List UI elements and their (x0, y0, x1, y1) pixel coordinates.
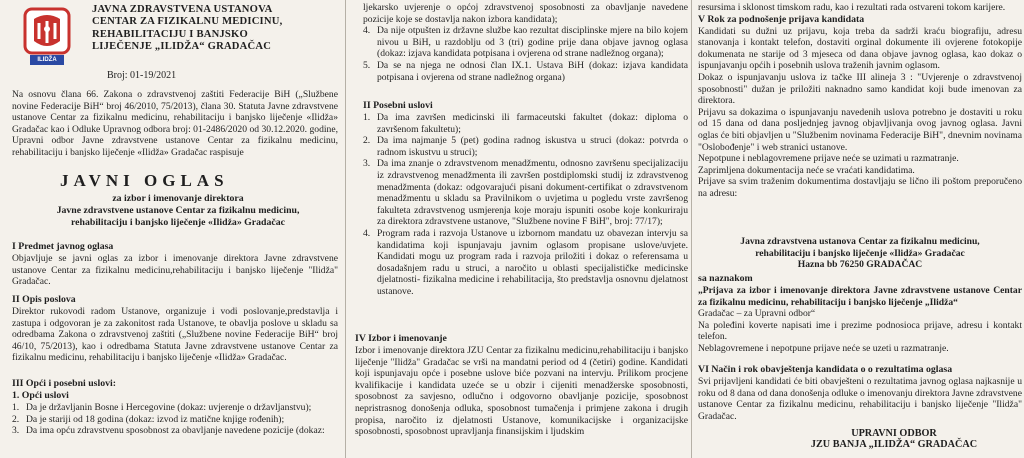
section-5 (698, 2, 1022, 200)
intro-paragraph: Na osnovu člana 66. Zakona o zdravstvenoj zaštiti Federacije BiH („Službene novine Federacije BiH“ broj 46/2010, 75/2013), člana 30. Statuta Javne zdravstvene ustanove Centar za fizikalnu medicinu, rehabilitaciju i banjsko liječenje «Ilidža» Gradačac kao i Odluke Upravnog odbora broj: 01-2486/2020 od 30.12.2020. godine, Upravni odbor Javne zdravstvene ustanove Centar za fizikalnu medicinu, rehabilitaciju i banjsko liječenje «Ilidža» Gradačac raspisuje (12, 89, 338, 158)
list-item: 2. Da je stariji od 18 godina (dokaz: izvod iz matične knjige rođenih); (12, 413, 285, 425)
section-4 (355, 333, 688, 438)
section-heading: II Opis poslova (12, 294, 76, 305)
signature-line: UPRAVNI ODBOR (851, 428, 937, 439)
institution-name (92, 4, 332, 54)
column-2 (349, 0, 690, 458)
document-number: Broj: 01-19/2021 (107, 70, 177, 81)
address-line: Javna zdravstvena ustanova Centar za fizikalnu medicinu, (740, 236, 980, 247)
institution-line: REHABILITACIJU I BANJSKO (92, 28, 248, 40)
section-1 (12, 241, 338, 288)
naznaka-label: sa naznakom (698, 273, 753, 284)
column-3 (694, 0, 1024, 458)
column-1 (0, 0, 341, 458)
section-text: Prijavu sa dokazima o ispunjavanju navedenih uslova potrebno je dostaviti u roku od 15 dana od dana posljednjeg javnog objavljivanja ovog javnog oglasa. Javni oglas će biti objavljen u "Službenim novinama Federacije BiH", dnevnim novinama "Oslobođenje" i web stranici ustanove. (698, 106, 1022, 153)
address-block (698, 236, 1022, 271)
section-text: Dokaz o ispunjavanju uslova iz tačke III alineja 3 : "Uvjerenje o zdravstvenoj sposobnosti" dužan je priložiti naknadno samo kandidat koji bude imenovan za direktora. (698, 71, 1022, 107)
section-heading: IV Izbor i imenovanje (355, 333, 447, 344)
section-text: Izbor i imenovanje direktora JZU Centar za fizikalnu medicinu,rehabilitaciju i banjsko liječenje "Ilidža" Gradačac se vrši na mandatni period od 4 (četiri) godine. Kandidati koji ispunjavaju opće i posebne uslove biće pozvani na intervju. Prilikom procjene kvalifikacije i kandidata uzeće se u obzir i cijeniti menadžerske sposobnosti, sposobnost za savjesno, odlučno i odgovorno obavljanje pozicije, sposobnost nepristrasnog donošenja odluka, sposobnost tumačenja i primjene zakona i drugih propisa, naročito iz djelatnosti Ustanove, komunikacijske i organizacijske sposobnosti, sposobnost upravljanja finansijskim i ljudskim (355, 345, 688, 438)
section-text: Objavljuje se javni oglas za izbor i imenovanje direktora Javne zdravstvene ustanove Centar za fizikalnu medicinu,rehabilitaciju i banjsko liječenje "Ilidža" Gradačac. (12, 253, 338, 288)
section-text: Prijave sa svim traženim dokumentima dostavljaju se lično ili poštom preporučeno na adresu: (698, 176, 1022, 199)
list-item: 4. Program rada i razvoja Ustanove u izbornom mandatu uz obavezan intervju sa kandidatima koji ispunjavaju javnim oglasom propisane uslove/uvjete. Kandidati mogu uz program rada i razvoja priložiti i dokaz o referensama u dosadašnjem radu u struci, a naročito u oblasti specijalističke medicinske djelatnosti- fizikalna medicine i rehabilitacija, što predstavlja osnovnu djelatnost ustanove. (363, 227, 688, 297)
naznaka-tail: Gradačac – za Upravni odbor“ (698, 308, 816, 320)
institution-line: JAVNA ZDRAVSTVENA USTANOVA (92, 4, 273, 15)
page-title: JAVNI OGLAS (60, 171, 229, 190)
continued-text: resursima i sklonost timskom radu, kao i rezultati rada ostvareni tokom karijere. (698, 2, 1006, 13)
section-text: Nepotpune i neblagovremene prijave neće se uzimati u razmatranje. (698, 153, 959, 165)
general-conditions-continued (363, 2, 688, 83)
naznaka-text: „Prijava za izbor i imenovanje direktora Javne zdravstvene ustanove Centar za fizikalnu medicinu, rehabilitaciju i banjsko liječenje „Ilidža“ (698, 285, 1022, 308)
institution-line: CENTAR ZA FIZIKALNU MEDICINU, (92, 16, 283, 28)
subsection-heading: II Posebni uslovi (363, 100, 433, 111)
subtitle-line: za izbor i imenovanje direktora (112, 193, 244, 204)
continued-text: ljekarsko uvjerenje o općoj zdravstvenoj sposobnosti za obavljanje navedene pozicije koje se dostavlja nakon izbora kandidata); (363, 2, 688, 25)
envelope-note (698, 273, 1022, 355)
subtitle-line: rehabilitaciju i banjsko liječenje «Ilidža» Gradačac (71, 216, 285, 228)
institution-line: LIJEČENJE „ILIDŽA“ GRADAČAC (92, 41, 272, 53)
section-text: Zaprimljena dokumentacija neće se vraćati kandidatima. (698, 164, 915, 176)
section-text: Direktor rukovodi radom Ustanove, organizuje i vodi poslovanje,predstavlja i zastupa i odgovoran je za zakonitost rada Ustanove, te obavlja poslove u skladu sa odredbama Zakona o zdravstvenoj zaštiti („Službene novine Federacije BiH“ broj 46/10, 75/2013), kao i odredbama Statuta Javne zdravstvene ustanove Centar za fizikalnu medicinu, rehabilitaciju i banjsko liječenje «Ilidža» Gradačac. (12, 306, 338, 364)
subtitle (20, 193, 336, 228)
late-applications-note: Neblagovremene i nepotpune prijave neće se uzeti u razmatranje. (698, 342, 949, 354)
section-6 (698, 364, 1022, 422)
section-heading: III Opći i posebni uslovi: (12, 378, 116, 389)
logo-label: ILIDŽA (37, 57, 57, 63)
list-item: 3. Da ima opću zdravstvenu sposobnost za obavljanje navedene pozicije (dokaz: (12, 425, 325, 437)
section-heading: V Rok za podnošenje prijava kandidata (698, 13, 865, 25)
section-heading: I Predmet javnog oglasa (12, 241, 114, 252)
list-item: 5. Da se na njega ne odnosi član IX.1. Ustava BiH (dokaz: izjava kandidata potpisana i ovjerena od strane nadležnog organa) (363, 59, 688, 83)
signature-block (774, 428, 1014, 450)
column-divider (691, 0, 692, 458)
special-conditions (363, 100, 688, 298)
institution-logo (22, 7, 72, 69)
section-text: Kandidati su dužni uz prijavu, koja treba da sadrži kraću biografiju, adresu stanovanja i kontakt telefon, dostaviti orginal dokumente ili ovjerene fotokopije dokumenata ne starije od 3 mjeseca od dana objave javnog oglasa, kao dokaz o ispunjavanju općih i posebnih uslova traženih javnim oglasom. (698, 25, 1022, 72)
signature-line: JZU BANJA „ILIDŽA“ GRADAČAC (810, 439, 978, 450)
section-2 (12, 294, 338, 364)
column-divider (345, 0, 346, 458)
address-line: rehabilitaciju i banjsko liječenje «Ilidža» Gradačac (755, 247, 965, 259)
envelope-instruction: Na poleđini koverte napisati ime i prezime podnosioca prijave, adresu i kontakt telefon. (698, 319, 1022, 343)
section-3 (12, 378, 338, 437)
subsection-heading: 1. Opći uslovi (12, 390, 69, 401)
list-item: 1. Da je državljanin Bosne i Hercegovine (dokaz: uvjerenje o državljanstvu); (12, 402, 312, 413)
subtitle-line: Javne zdravstvene ustanove Centar za fizikalnu medicinu, (56, 204, 300, 216)
section-heading: VI Način i rok obavještenja kandidata o o rezultatima oglasa (698, 364, 953, 375)
list-item: 4. Da nije otpušten iz državne službe kao rezultat disciplinske mjere na bilo kojem nivou u BiH, u razdoblju od 3 (tri) godine prije dana objave javnog oglasa (dokaz: izjava kandidata potpisana i ovjerena od strane nadležnog organa); (363, 25, 688, 60)
section-text: Svi prijavljeni kandidati će biti obavješteni o rezultatima javnog oglasa najkasnije u roku od 8 dana od dana donošenja odluke o imenovanju direktora Javne zdravstvene ustanove Centar za fizikalnu medicinu, rehabilitaciju i banjsko liječenje "Ilidža" Gradačac. (698, 376, 1022, 422)
address-line: Hazna bb 76250 GRADAČAC (797, 259, 923, 271)
list-item: 1. Da ima završen medicinski ili farmaceutski fakultet (dokaz: diploma o završenom fakultetu); (363, 112, 688, 135)
list-item: 3. Da ima znanje o zdravstvenom menadžmentu, odnosno završenu specijalizaciju iz zdravstvenog menadžmenta ili završen postdiplomski studij iz zdravstvenog menadžmenta (dokaz: odgovarajući pisani dokument-certifikat o zdravstvenom menadžmentu u skladu sa Pravilnikom o uvjetima u pogledu vrste završenog fakulteta zdravstvenog usmjerenja koje moraju ispuniti osobe koje konkuriraju za direktora zdravstvene ustanove, "Službene novine F BiH", broj: 77/17); (363, 158, 688, 228)
list-item: 2. Da ima najmanje 5 (pet) godina radnog iskustva u struci (dokaz: potvrda o radnom iskustvu u struci); (363, 135, 688, 158)
